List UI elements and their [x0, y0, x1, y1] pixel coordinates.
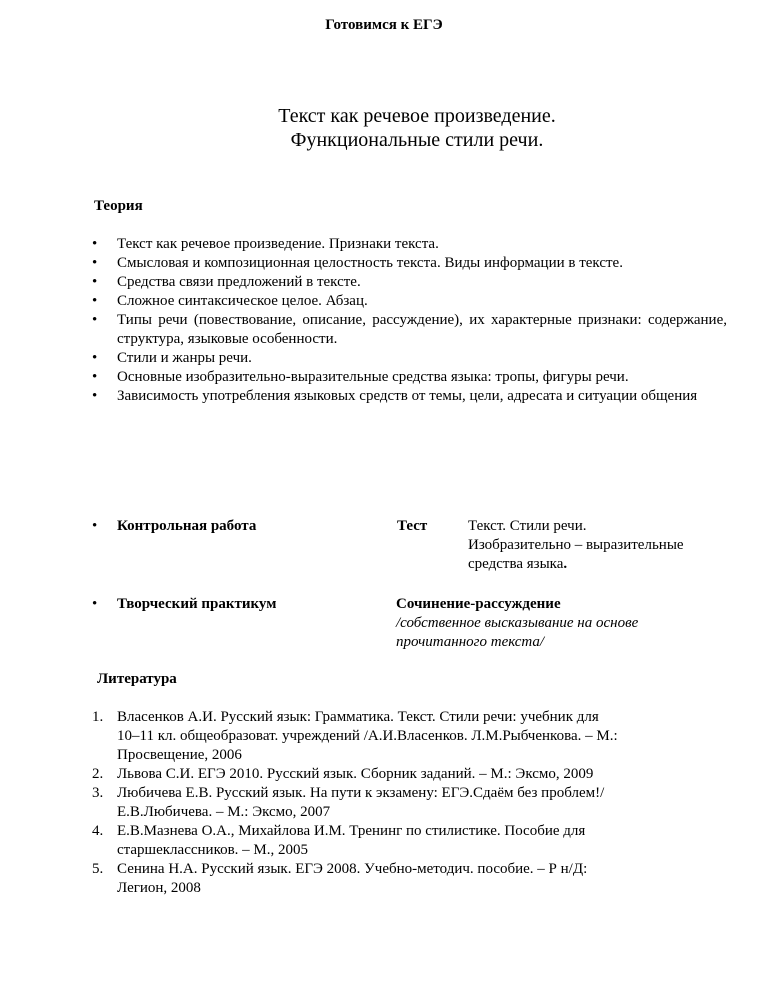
theory-item: • Смысловая и композиционная целостность текста. Виды информации в тексте. [92, 254, 727, 273]
literature-item-line: Просвещение, 2006 [117, 747, 242, 763]
page-title [0, 104, 768, 152]
activity-description [468, 517, 684, 574]
theory-item: • Стили и жанры речи. [92, 349, 727, 368]
literature-list [92, 708, 732, 898]
bullet-marker: • [92, 596, 98, 612]
activity-description-line: прочитанного текста/ [396, 634, 545, 650]
literature-item-line: Любичева Е.В. Русский язык. На пути к экзамену: ЕГЭ.Сдаём без проблем!/ [117, 785, 605, 801]
activity-type: Сочинение-рассуждение [396, 596, 561, 612]
title-line-2: Функциональные стили речи. [290, 129, 544, 151]
header-label: Готовимся к ЕГЭ [325, 17, 443, 33]
activity-type: Тест [397, 518, 428, 534]
theory-item: • Типы речи (повествование, описание, рассуждение), их характерные признаки: содержание, структура, языковые особенности. [92, 311, 727, 349]
activity-description [396, 614, 638, 652]
theory-heading: Теория [94, 198, 143, 214]
theory-item: • Средства связи предложений в тексте. [92, 273, 727, 292]
bullet-marker: • [92, 518, 98, 534]
literature-item-line: Легион, 2008 [117, 880, 201, 896]
literature-item-line: Е.В.Любичева. – М.: Эксмо, 2007 [117, 804, 331, 820]
literature-item-line: старшеклассников. – М., 2005 [117, 842, 309, 858]
literature-item [92, 784, 732, 822]
bold-period: . [563, 556, 568, 572]
literature-item-number: 3. [92, 785, 104, 801]
literature-item-line: Львова С.И. ЕГЭ 2010. Русский язык. Сборник заданий. – М.: Эксмо, 2009 [117, 766, 594, 782]
literature-heading: Литература [97, 671, 177, 687]
literature-item-number: 5. [92, 861, 104, 877]
activity-description-line [468, 555, 684, 574]
title-line-1: Текст как речевое произведение. [278, 105, 556, 127]
literature-item [92, 860, 732, 898]
activity-description-line: Текст. Стили речи. [468, 518, 587, 534]
activity-title: Творческий практикум [117, 596, 277, 612]
literature-item-line: 10–11 кл. общеобразоват. учреждений /А.И.Власенков. Л.М.Рыбченкова. – М.: [117, 728, 618, 744]
literature-item-line: Власенков А.И. Русский язык: Грамматика. Текст. Стили речи: учебник для [117, 709, 599, 725]
literature-item-line: Сенина Н.А. Русский язык. ЕГЭ 2008. Учебно-методич. пособие. – Р н/Д: [117, 861, 588, 877]
activity-title: Контрольная работа [117, 518, 257, 534]
literature-item-number: 2. [92, 766, 104, 782]
literature-item [92, 708, 732, 765]
activity-description-line: /собственное высказывание на основе [396, 615, 639, 631]
literature-item-line: Е.В.Мазнева О.А., Михайлова И.М. Тренинг по стилистике. Пособие для [117, 823, 586, 839]
theory-item: • Зависимость употребления языковых средств от темы, цели, адресата и ситуации общения [92, 387, 727, 406]
theory-item: • Текст как речевое произведение. Признаки текста. [92, 235, 727, 254]
activity-description-text: средства языка [468, 556, 564, 572]
theory-list [92, 235, 727, 406]
literature-item [92, 822, 732, 860]
literature-item-number: 4. [92, 823, 104, 839]
theory-item: • Сложное синтаксическое целое. Абзац. [92, 292, 727, 311]
activity-description-line: Изобразительно – выразительные [468, 537, 684, 553]
literature-item [92, 765, 732, 784]
literature-item-number: 1. [92, 709, 104, 725]
theory-item: • Основные изобразительно-выразительные средства языка: тропы, фигуры речи. [92, 368, 727, 387]
